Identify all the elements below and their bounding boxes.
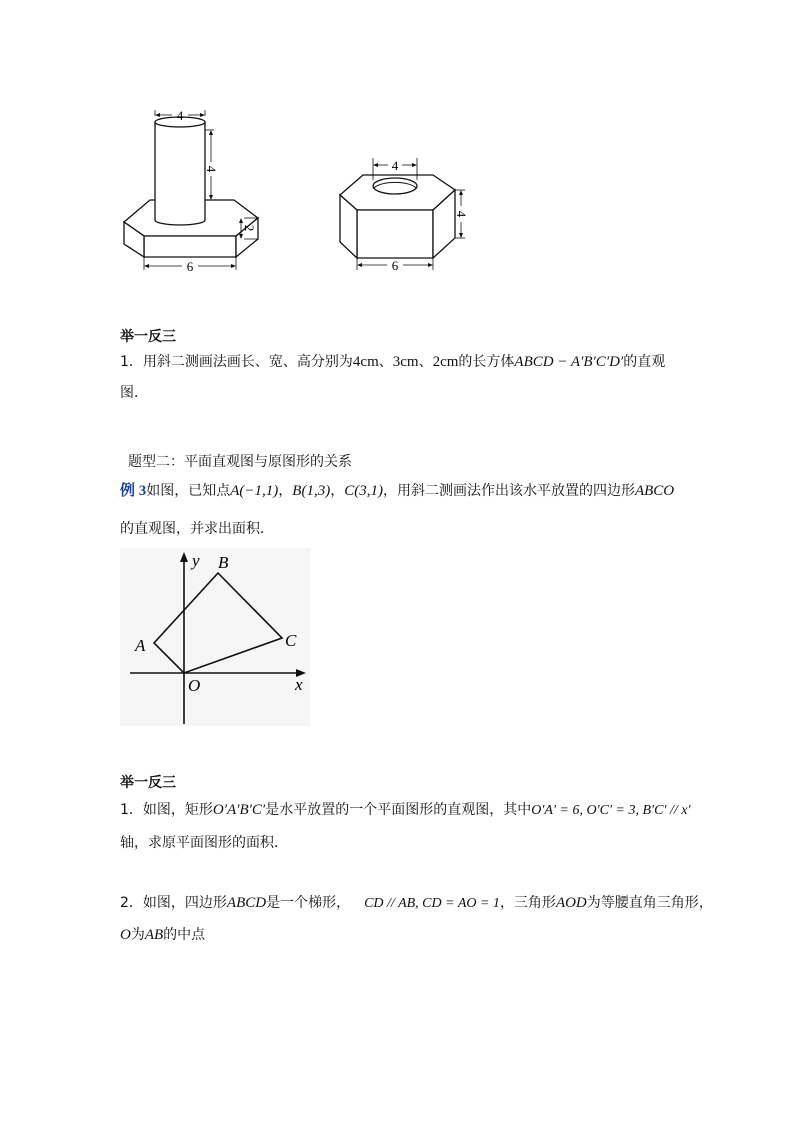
dim-hole-width: 4 <box>391 158 399 173</box>
question-text: 如图，四边形 <box>142 895 227 911</box>
point-b: B(1,3) <box>292 483 331 499</box>
triangle-name: AOD <box>555 895 587 911</box>
question-number: 1． <box>120 354 143 370</box>
label-x: x <box>295 675 303 694</box>
separator: 、 <box>378 354 393 370</box>
separator: ， <box>330 483 345 499</box>
separator: ， <box>278 483 293 499</box>
hex-base-front <box>144 236 236 257</box>
practice-2-question-1 <box>120 800 691 821</box>
question-text: 是水平放置的一个平面图形的直观图，其中 <box>265 802 532 818</box>
practice-2-question-2-cont <box>120 925 205 945</box>
dim-top-width: 4 <box>176 108 184 123</box>
section-heading-practice-2: 举一反三 <box>120 775 176 791</box>
dim-length: 4cm <box>352 354 379 370</box>
example-3-cont: 的直观图，并求出面积． <box>120 521 274 537</box>
segment-ab: AB <box>144 927 164 943</box>
dim-width: 3cm <box>392 354 419 370</box>
question-text: 为 <box>130 927 145 943</box>
nut-front <box>357 210 433 258</box>
dim-base-height: 2 <box>242 224 257 232</box>
question-text: 如图，矩形 <box>142 802 213 818</box>
practice-1-question-1 <box>120 352 665 372</box>
example-3 <box>120 481 674 501</box>
question-text: 用斜二测画法画长、宽、高分别为 <box>142 354 353 370</box>
label-o: O <box>188 676 201 695</box>
hex-nut-figure <box>330 150 480 275</box>
practice-2-question-2 <box>120 893 713 914</box>
point-o: O <box>120 927 131 943</box>
question-text: 的中点 <box>163 927 206 943</box>
trapezoid-name: ABCD <box>226 895 267 911</box>
separator: 、 <box>418 354 433 370</box>
bolt-figure <box>110 100 280 280</box>
label-a: A <box>135 636 146 655</box>
coordinate-graph <box>120 548 310 726</box>
point-a: A(−1,1) <box>230 483 279 499</box>
dim-nut-width: 6 <box>391 258 399 273</box>
question-text: 的直观 <box>623 354 666 370</box>
dim-height: 2cm <box>432 354 459 370</box>
label-c: C <box>285 631 297 650</box>
condition: O′A′ = 6, O′C′ = 3, B′C′ // x′ <box>531 803 691 818</box>
point-c: C(3,1) <box>344 483 383 499</box>
question-number: 2． <box>120 895 143 911</box>
question-text: 的长方体 <box>458 354 515 370</box>
practice-1-question-1-cont: 图． <box>120 385 148 401</box>
question-number: 1． <box>120 802 143 818</box>
practice-2-question-1-cont: 轴，求原平面图形的面积． <box>120 835 288 851</box>
rect-name: O′A′B′C′ <box>212 802 266 818</box>
example-text: ，用斜二测画法作出该水平放置的四边形 <box>382 483 635 499</box>
type-2-heading: 题型二：平面直观图与原图形的关系 <box>128 454 352 470</box>
dim-cylinder-height: 4 <box>204 165 219 173</box>
question-text: 是一个梯形， <box>266 895 351 911</box>
label-b: B <box>218 553 229 572</box>
question-text: ，三角形 <box>499 895 556 911</box>
label-y: y <box>192 551 200 570</box>
box-name: ABCD − A′B′C′D′ <box>514 354 624 370</box>
cylinder-body <box>155 122 205 220</box>
quad-name: ABCO <box>634 483 675 499</box>
nut-hole <box>373 178 417 194</box>
section-heading-practice-1: 举一反三 <box>120 329 176 345</box>
condition: CD // AB, CD = AO = 1 <box>364 896 500 911</box>
question-text: 为等腰直角三角形， <box>586 895 713 911</box>
example-text: 如图，已知点 <box>146 483 231 499</box>
example-label: 例 3 <box>120 483 147 499</box>
dim-base-width: 6 <box>186 259 194 274</box>
dim-nut-height: 4 <box>454 210 469 218</box>
